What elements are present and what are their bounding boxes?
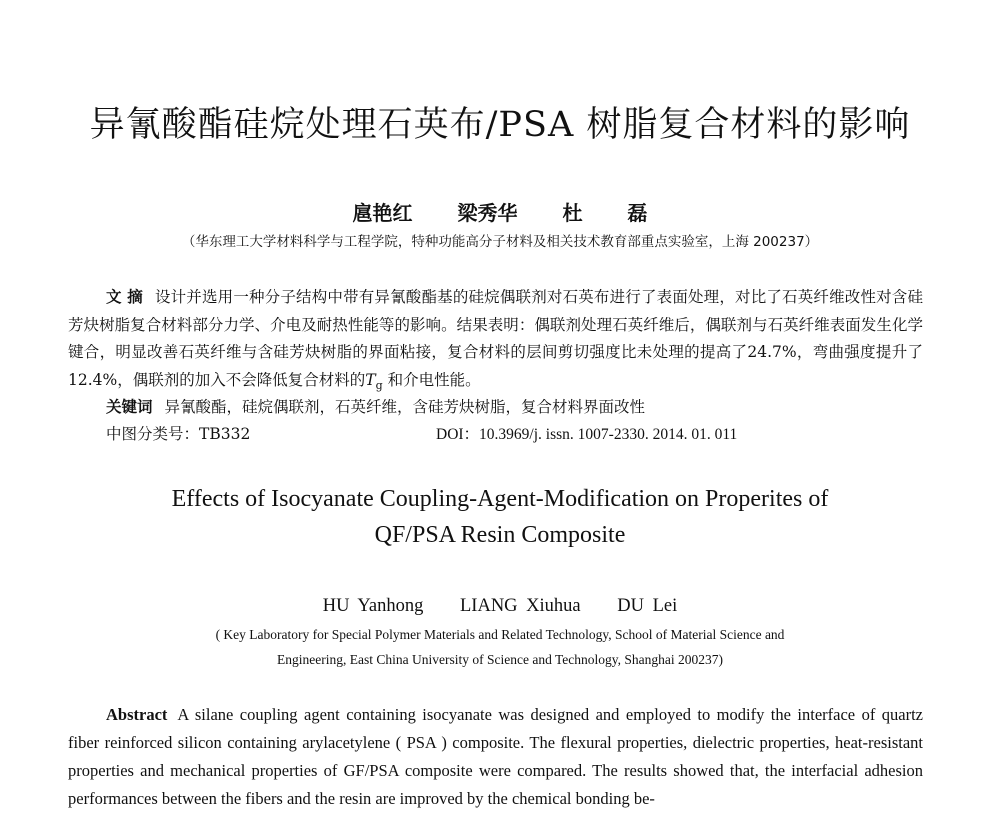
chinese-abstract bbox=[68, 284, 923, 399]
tg-subscript: g bbox=[375, 378, 383, 392]
classification-value: TB332 bbox=[199, 425, 251, 443]
chinese-abstract-text-end: 和介电性能。 bbox=[382, 370, 481, 389]
english-abstract-label: Abstract bbox=[106, 705, 168, 724]
chinese-keywords-label: 关键词 bbox=[106, 398, 153, 416]
chinese-abstract-label: 文 摘 bbox=[106, 288, 143, 306]
english-author: HU Yanhong bbox=[322, 596, 424, 616]
english-title-line-1: Effects of Isocyanate Coupling-Agent-Modification on Properites of bbox=[171, 486, 829, 512]
english-affiliation-line-2: Engineering, East China University of Science and Technology, Shanghai 200237) bbox=[277, 652, 723, 667]
english-title-line-2: QF/PSA Resin Composite bbox=[374, 522, 626, 548]
english-authors bbox=[0, 593, 1000, 619]
chinese-affiliation: （华东理工大学材料科学与工程学院，特种功能高分子材料及相关技术教育部重点实验室，上海 200237） bbox=[181, 234, 819, 250]
classification-label: 中图分类号： bbox=[106, 425, 200, 443]
english-affiliation bbox=[160, 622, 840, 672]
english-author: LIANG Xiuhua bbox=[460, 596, 581, 616]
chinese-title: 异氰酸酯硅烷处理石英布/PSA 树脂复合材料的影响 bbox=[89, 105, 911, 145]
chinese-abstract-text: 设计并选用一种分子结构中带有异氰酸酯基的硅烷偶联剂对石英布进行了表面处理，对比了石英纤维改性对含硅芳炔树脂复合材料部分力学、介电及耐热性能等的影响。结果表明：偶联剂处理石英纤维后，偶联剂与石英纤维表面发生化学键合，明显改善石英纤维与含硅芳炔树脂的界面粘接，复合材料的层间剪切强度比未处理的提高了24.7%，弯曲强度提升了12.4%，偶联剂的加入不会降低复合材料的 bbox=[68, 288, 923, 389]
classification-line bbox=[106, 421, 926, 448]
english-author: DU Lei bbox=[617, 596, 678, 616]
doi: DOI：10.3969/j. issn. 1007-2330. 2014. 01. 011 bbox=[436, 426, 738, 443]
english-title bbox=[0, 481, 1000, 553]
english-affiliation-line-1: ( Key Laboratory for Special Polymer Materials and Related Technology, School of Material Science and bbox=[215, 627, 785, 642]
tg-symbol: T bbox=[365, 370, 376, 389]
english-abstract-text: A silane coupling agent containing isocyanate was designed and employed to modify the interface of quartz fiber reinforced silicon containing arylacetylene ( PSA ) composite. The flexural properties, dielectric properties, heat-resistant properties and mechanical properties of GF/PSA composite were compared. The results showed that, the interfacial adhesion performances between the fibers and the resin are improved by the chemical bonding be- bbox=[68, 705, 923, 808]
english-abstract bbox=[68, 701, 923, 813]
chinese-keywords-text: 异氰酸酯，硅烷偶联剂，石英纤维，含硅芳炔树脂，复合材料界面改性 bbox=[164, 398, 646, 416]
chinese-authors: 扈艳红 梁秀华 杜 磊 bbox=[352, 201, 648, 225]
chinese-keywords bbox=[106, 394, 926, 421]
